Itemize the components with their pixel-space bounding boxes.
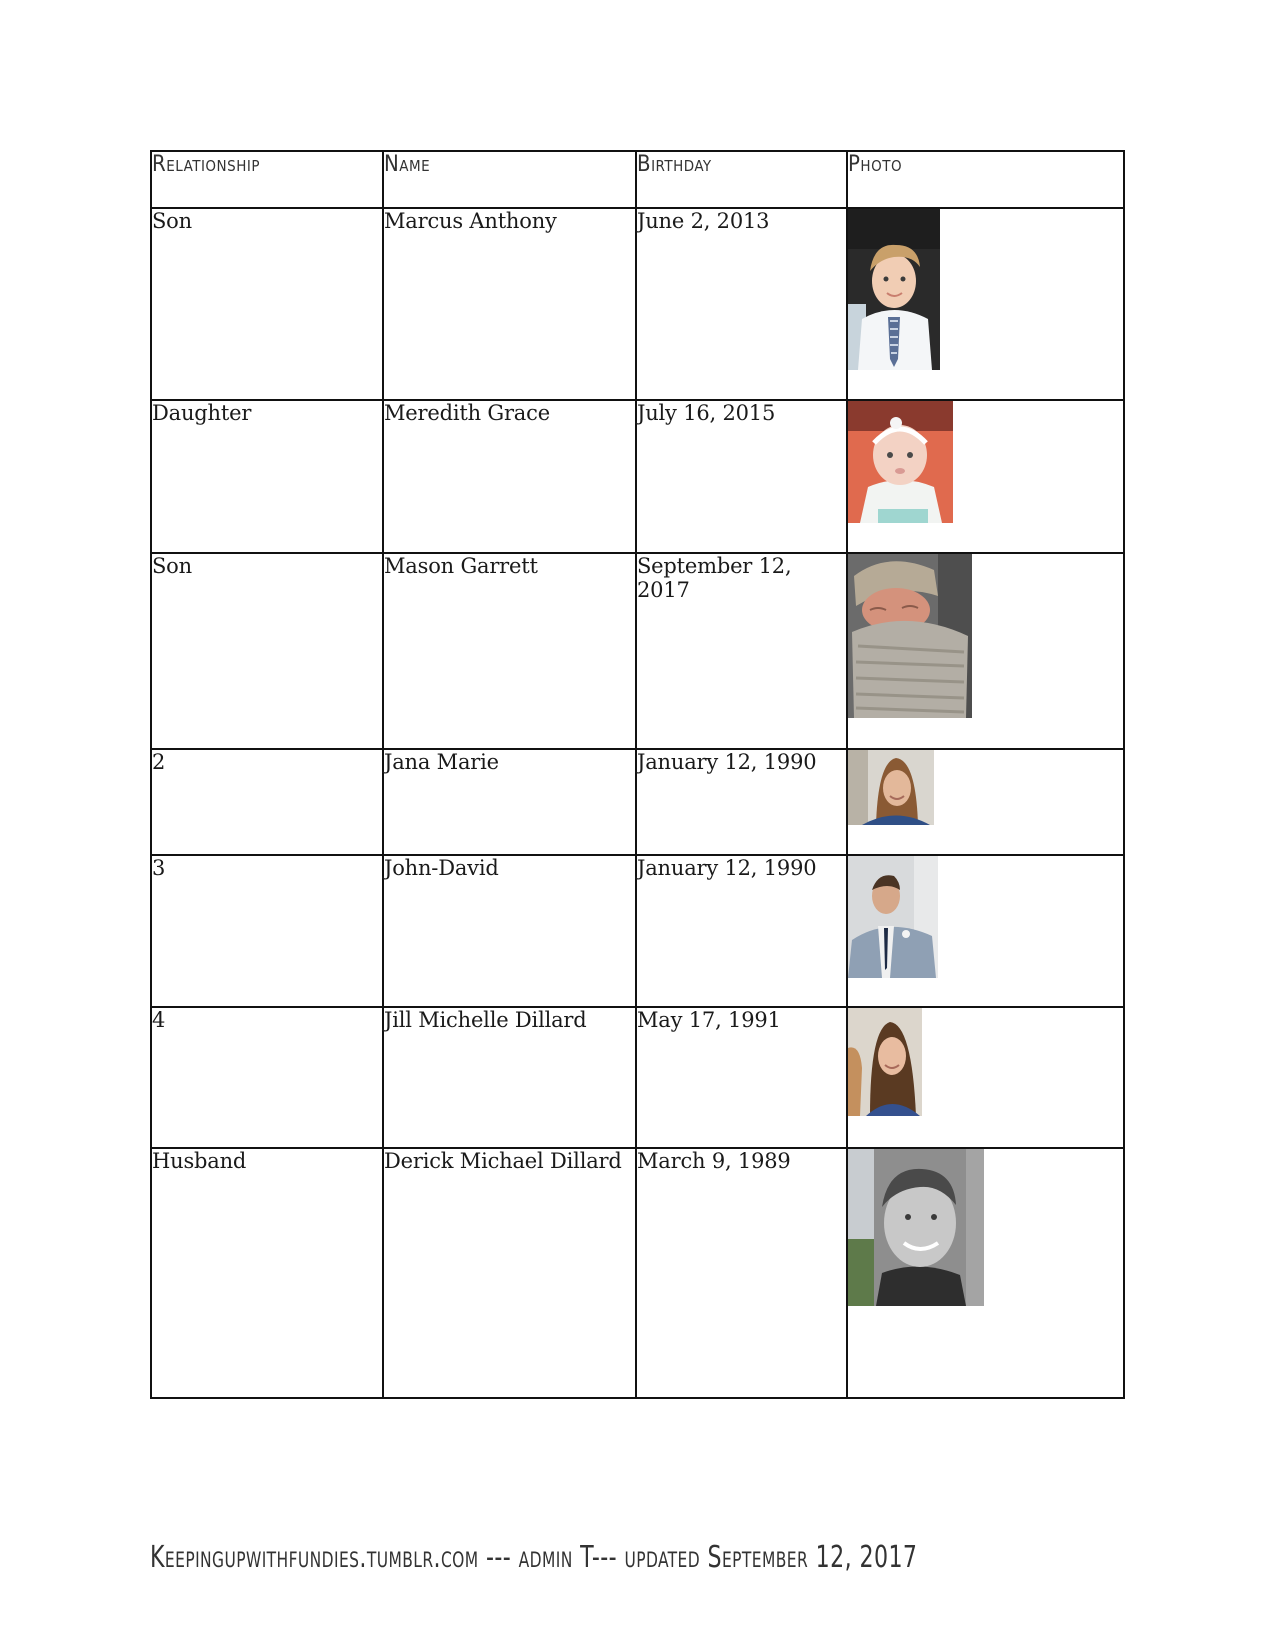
baby-photo-icon	[848, 401, 953, 523]
photo-cell	[847, 855, 1124, 1007]
photo-cell	[847, 400, 1124, 553]
woman-photo-icon	[848, 1008, 922, 1116]
birthday-cell: January 12, 1990	[636, 749, 847, 855]
footer-credit: Keepingupwithfundies.tumblr.com --- admin T--- updated September 12, 2017	[150, 1540, 918, 1575]
family-table	[150, 150, 1125, 1399]
table-row	[151, 749, 1124, 855]
relationship-cell: 2	[151, 749, 383, 855]
name-cell: Jill Michelle Dillard	[383, 1007, 636, 1148]
relationship-cell: Son	[151, 553, 383, 749]
photo-cell	[847, 553, 1124, 749]
name-cell: Derick Michael Dillard	[383, 1148, 636, 1398]
birthday-cell: January 12, 1990	[636, 855, 847, 1007]
table-row	[151, 1148, 1124, 1398]
relationship-cell: 4	[151, 1007, 383, 1148]
header-birthday: Birthday	[636, 151, 847, 208]
man-photo-icon	[848, 1149, 984, 1306]
birthday-cell: May 17, 1991	[636, 1007, 847, 1148]
name-cell: John-David	[383, 855, 636, 1007]
table-row	[151, 208, 1124, 400]
relationship-cell: Daughter	[151, 400, 383, 553]
header-row	[151, 151, 1124, 208]
table-row	[151, 1007, 1124, 1148]
name-cell: Mason Garrett	[383, 553, 636, 749]
photo-cell	[847, 749, 1124, 855]
table-row	[151, 553, 1124, 749]
relationship-cell: Husband	[151, 1148, 383, 1398]
photo-cell	[847, 1148, 1124, 1398]
photo-cell	[847, 1007, 1124, 1148]
birthday-cell: June 2, 2013	[636, 208, 847, 400]
child-photo-icon	[848, 209, 940, 370]
newborn-photo-icon	[848, 554, 972, 718]
birthday-cell: September 12, 2017	[636, 553, 847, 749]
photo-cell	[847, 208, 1124, 400]
birthday-cell: March 9, 1989	[636, 1148, 847, 1398]
man-photo-icon	[848, 856, 938, 978]
name-cell: Meredith Grace	[383, 400, 636, 553]
relationship-cell: Son	[151, 208, 383, 400]
relationship-cell: 3	[151, 855, 383, 1007]
woman-photo-icon	[848, 750, 934, 825]
birthday-cell: July 16, 2015	[636, 400, 847, 553]
header-relationship: Relationship	[151, 151, 383, 208]
table-row	[151, 855, 1124, 1007]
name-cell: Jana Marie	[383, 749, 636, 855]
name-cell: Marcus Anthony	[383, 208, 636, 400]
header-name: Name	[383, 151, 636, 208]
table-row	[151, 400, 1124, 553]
header-photo: Photo	[847, 151, 1124, 208]
